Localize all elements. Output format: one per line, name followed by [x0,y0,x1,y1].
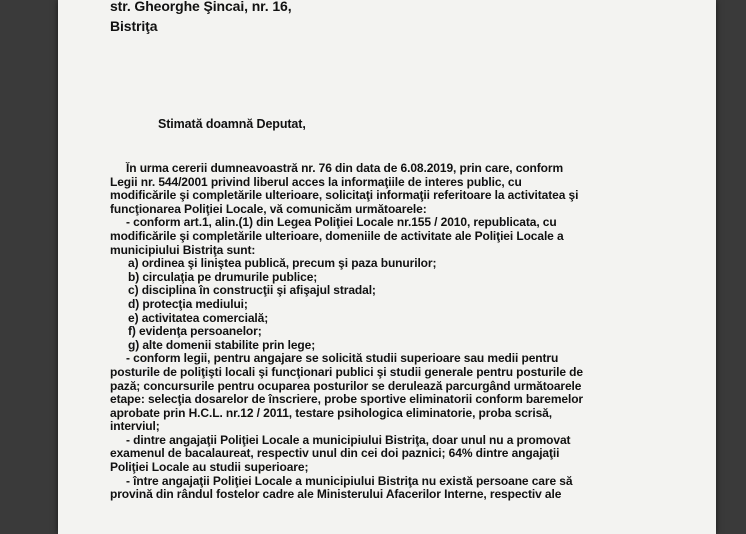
letter-line: d) protecţia mediului; [128,297,248,311]
letter-line: pază; concursurile pentru ocuparea posturilor se derulează parcurgând următoarele [110,379,582,393]
letter-line: Poliţiei Locale au studii superioare; [110,461,309,475]
greeting: Stimată doamnă Deputat, [158,117,306,131]
letter-line: etape: selecţia dosarelor de înscriere, probe sportive eliminatorii conform baremelor [110,393,583,407]
letter-line: În urma cererii dumneavoastră nr. 76 din data de 6.08.2019, prin care, conform [126,162,564,175]
address-city: Bistriţa [110,18,158,34]
letter-body [110,162,698,502]
address-block [110,0,292,36]
letter-line: interviul; [110,420,160,434]
letter-line: f) evidenţa persoanelor; [128,325,262,339]
letter-line: provină din rândul fostelor cadre ale Ministerului Afacerilor Interne, respectiv ale [110,488,562,502]
letter-line: g) alte domenii stabilite prin lege; [128,338,316,352]
letter-line: examenul de bacalaureat, respectiv unul din cei doi paznici; 64% dintre angajaţii [110,447,560,461]
background-right [716,0,746,534]
letter-line: b) circulaţia pe drumurile publice; [128,270,318,284]
letter-line: modificările şi completările ulterioare, solicitaţi informaţii referitoare la activitatea şi [110,189,579,203]
letter-line: funcţionarea Poliţiei Locale, vă comunicăm următoarele: [110,202,427,216]
letter-line: posturile de poliţişti locali şi funcţionari publici şi studii generale pentru posturile de [110,365,583,379]
letter-line: Legii nr. 544/2001 privind liberul acces la informaţiile de interes public, cu [110,175,522,189]
address-street: str. Gheorghe Şincai, nr. 16, [110,0,292,14]
letter-line: aprobate prin H.C.L. nr.12 / 2011, testare psihologica eliminatorie, proba scrisă, [110,406,552,420]
letter-line: e) activitatea comercială; [128,311,269,325]
letter-line: - conform legii, pentru angajare se solicită studii superioare sau medii pentru [126,352,559,366]
letter-line: - conform art.1, alin.(1) din Legea Poliţiei Locale nr.155 / 2010, republicata, cu [126,216,557,230]
background-left [0,0,58,534]
letter-line: c) disciplina în construcţii şi afişajul stradal; [128,284,376,298]
letter-line: a) ordinea şi liniştea publică, precum şi paza bunurilor; [128,257,437,271]
letter-line: - dintre angajaţii Poliţiei Locale a municipiului Bistriţa, doar unul nu a promovat [126,433,571,447]
letter-line: - între angajaţii Poliţiei Locale a municipiului Bistriţa nu există persoane care să [126,474,573,488]
document-page [58,0,716,534]
letter-line: modificările şi completările ulterioare, domeniile de activitate ale Poliţiei Locale a [110,229,564,243]
letter-line: municipiului Bistriţa sunt: [110,243,256,257]
